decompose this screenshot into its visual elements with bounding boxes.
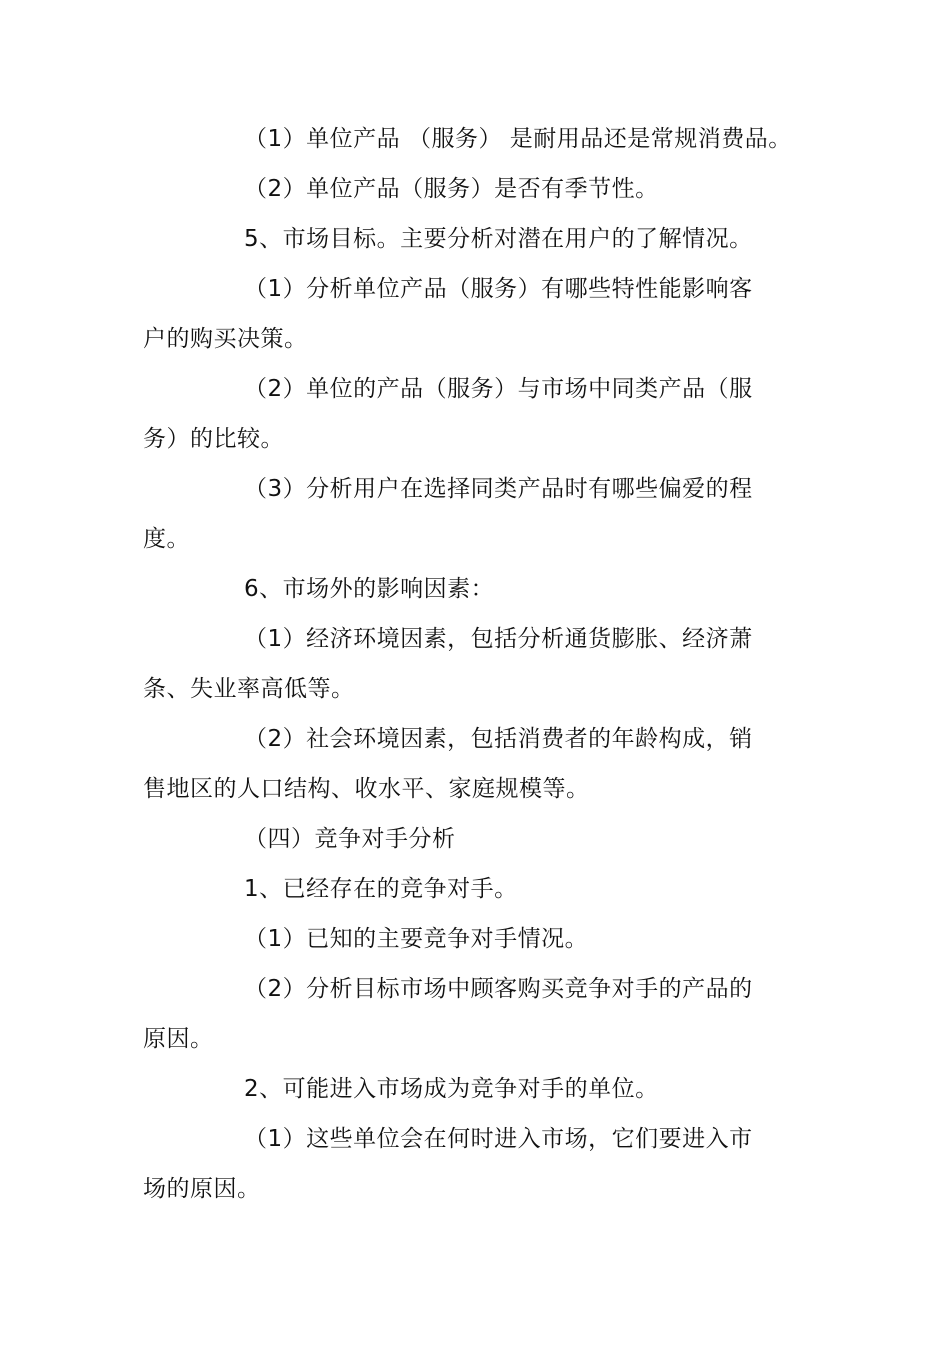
document-body (143, 114, 792, 1214)
text-line: （2）分析目标市场中顾客购买竞争对手的产品的 (244, 976, 753, 1002)
text-line: （3）分析用户在选择同类产品时有哪些偏爱的程 (244, 476, 753, 502)
text-line: 6、市场外的影响因素： (244, 576, 495, 602)
text-line: 1、已经存在的竞争对手。 (244, 876, 518, 902)
text-line: 原因。 (143, 1026, 214, 1052)
text-line: 度。 (143, 526, 190, 552)
text-line: 务）的比较。 (143, 426, 284, 452)
text-line: （1）单位产品 （服务） 是耐用品还是常规消费品。 (244, 126, 792, 152)
text-line: （1）经济环境因素，包括分析通货膨胀、经济萧 (244, 626, 753, 652)
text-line: （2）社会环境因素，包括消费者的年龄构成，销 (244, 726, 753, 752)
text-line: 条、失业率高低等。 (143, 676, 355, 702)
text-line: 售地区的人口结构、收水平、家庭规模等。 (143, 776, 590, 802)
text-line: （1）这些单位会在何时进入市场，它们要进入市 (244, 1126, 753, 1152)
text-line: 户的购买决策。 (143, 326, 308, 352)
text-line: 5、市场目标。主要分析对潜在用户的了解情况。 (244, 226, 753, 252)
text-line: 场的原因。 (143, 1176, 261, 1202)
text-line: （2）单位的产品（服务）与市场中同类产品（服 (244, 376, 753, 402)
text-line: （1）分析单位产品（服务）有哪些特性能影响客 (244, 276, 753, 302)
section-heading: （四）竞争对手分析 (244, 826, 456, 852)
text-line: （2）单位产品（服务）是否有季节性。 (244, 176, 659, 202)
text-line: 2、可能进入市场成为竞争对手的单位。 (244, 1076, 659, 1102)
text-line: （1）已知的主要竞争对手情况。 (244, 926, 589, 952)
